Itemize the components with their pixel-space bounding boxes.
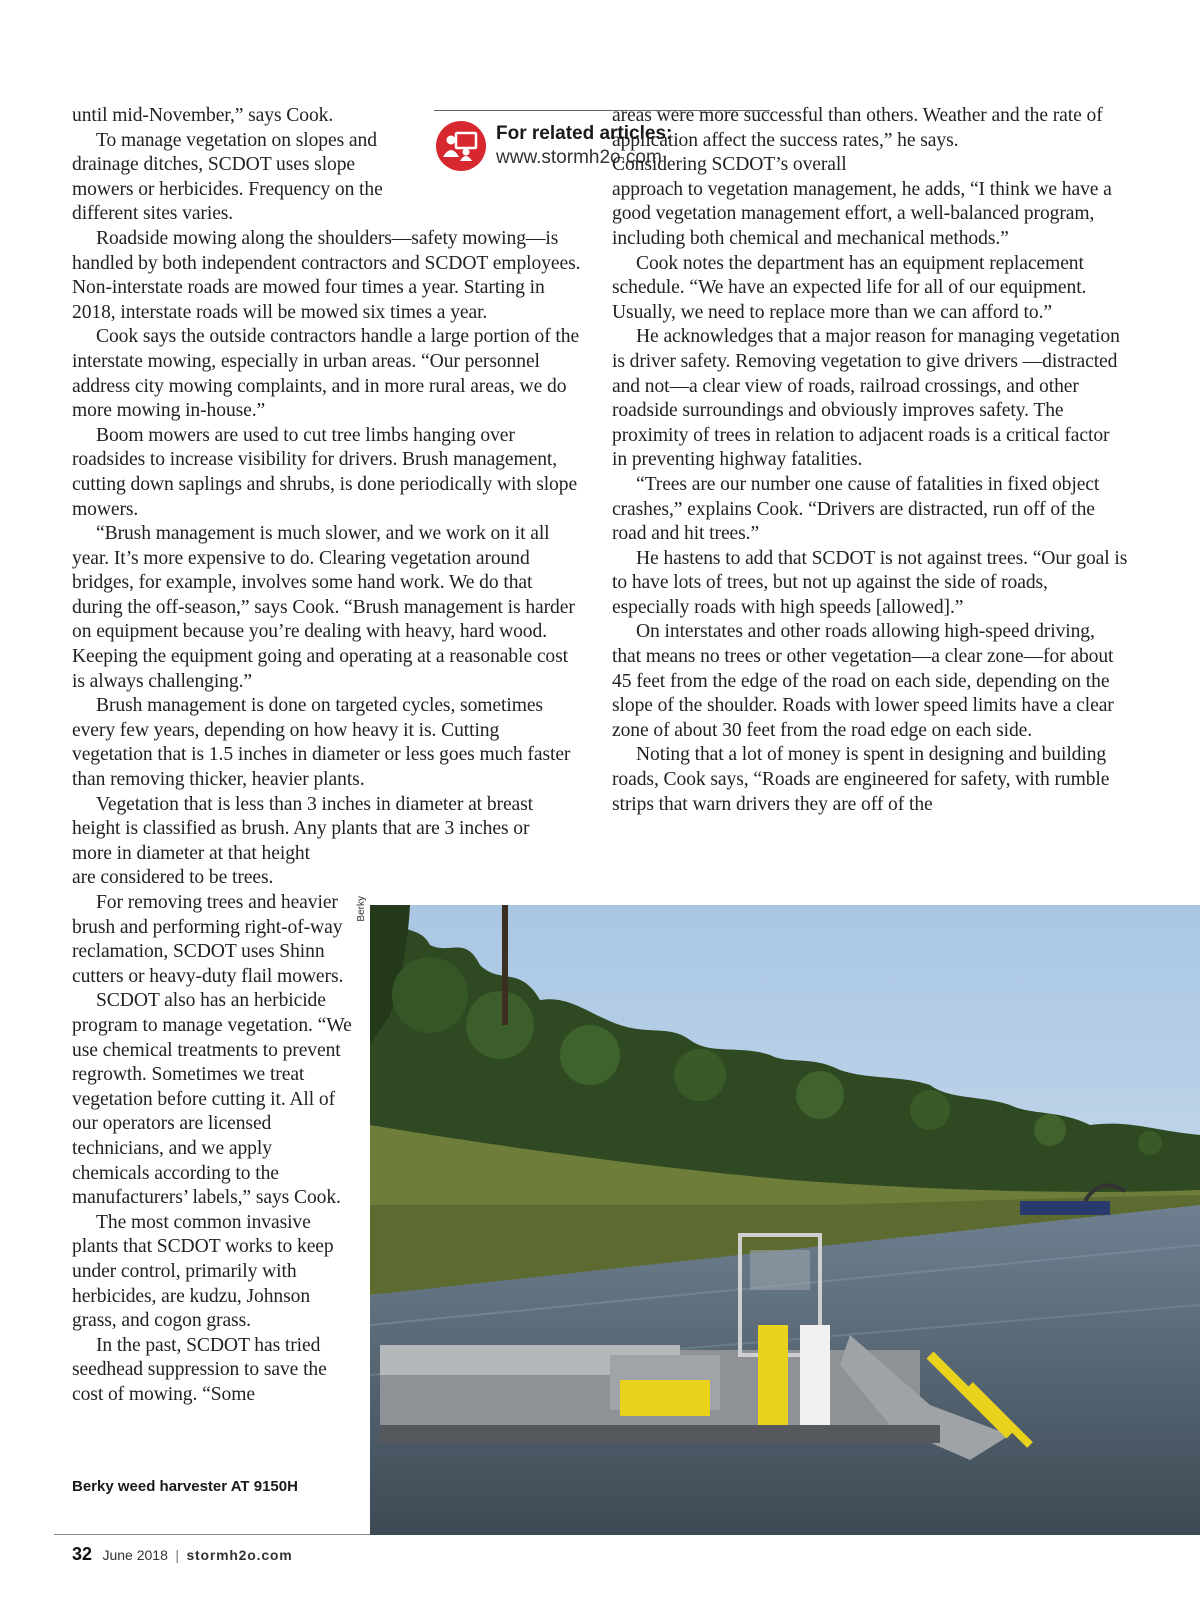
photo-credit: Berky	[356, 896, 367, 922]
paragraph: For removing trees and heavier brush and performing right-of-way reclamation, SCDOT uses Shinn cutters or heavy-duty flail mowers.	[72, 892, 344, 987]
paragraph: Roadside mowing along the shoulders—safety mowing—is handled by both independent contractors and SCDOT employees. Non-interstate roads are mowed four times a year. Starting in 2018, interstate roads will be mowed six times a year.	[72, 227, 581, 323]
paragraph: Boom mowers are used to cut tree limbs hanging over roadsides to increase visibility for drivers. Brush management, cutting down saplings and shrubs, is done periodically with slope mowers.	[72, 424, 578, 520]
paragraph: The most common invasive plants that SCDOT works to keep under control, primarily with herbicides, are kudzu, Johnson grass, and cogon grass.	[72, 1211, 334, 1332]
related-articles-link[interactable]: www.stormh2o.com	[496, 147, 662, 168]
paragraph: Noting that a lot of money is spent in designing and building roads, Cook says, “Roads are engineered for safety, with rumble strips that warn drivers they are off of the	[612, 744, 1110, 815]
right-column	[612, 104, 1128, 817]
paragraph: until mid-November,” says Cook.	[72, 105, 334, 126]
photo-caption: Berky weed harvester AT 9150H	[72, 1478, 298, 1495]
paragraph: In the past, SCDOT has tried seedhead suppression to save the cost of mowing. “Some	[72, 1334, 327, 1405]
paragraph: areas were more successful than others. Weather and the rate of application affect the success rates,” he says.	[612, 105, 1103, 151]
related-articles-title: For related articles:	[496, 123, 673, 144]
paragraph: SCDOT also has an herbicide program to manage vegetation. “We use chemical treatments to prevent regrowth. Sometimes we treat vegetation before cutting it. All of our operators are licensed technicians, and we apply chemicals according to the manufacturers’ labels,” says Cook.	[72, 990, 352, 1209]
page-number: 32	[72, 1544, 93, 1564]
paragraph: Cook notes the department has an equipment replacement schedule. “We have an expected life for all of our equipment. Usually, we need to replace more than we can afford to.”	[612, 252, 1087, 323]
paragraph: “Trees are our number one cause of fatalities in fixed object crashes,” explains Cook. “Drivers are distracted, run off of the road and hit trees.”	[612, 473, 1100, 545]
footer-separator: |	[175, 1547, 179, 1563]
paragraph: approach to vegetation management, he adds, “I think we have a good vegetation management effort, a well-balanced program, including both chemical and mechanical methods.”	[612, 178, 1112, 249]
footer-divider	[54, 1534, 370, 1535]
paragraph: Considering SCDOT’s overall	[612, 154, 847, 176]
footer-site[interactable]: stormh2o.com	[186, 1547, 293, 1563]
paragraph: He hastens to add that SCDOT is not against trees. “Our goal is to have lots of trees, but not up against the side of roads, especially roads with high speeds [allowed].”	[612, 547, 1128, 618]
paragraph: To manage vegetation on slopes and drainage ditches, SCDOT uses slope mowers or herbicides. Frequency on the different sites varies.	[72, 129, 383, 225]
paragraph: Vegetation that is less than 3 inches in diameter at breast height is classified as brush. Any plants that are 3 inches or	[72, 793, 534, 840]
paragraph: “Brush management is much slower, and we work on it all year. It’s more expensive to do. Clearing vegetation around bridges, for example, involves some hand work. We do that during the off-season,” says Cook. “Brush management is harder on equipment because you’re dealing with heavy, hard wood. Keeping the equipment going and operating at a reasonable cost is always challenging.”	[72, 523, 575, 692]
paragraph: more in diameter at that height are considered to be trees.	[72, 842, 310, 889]
weed-harvester-photo	[370, 905, 1200, 1535]
paragraph: He acknowledges that a major reason for managing vegetation is driver safety. Removing vegetation to give drivers —distracted and not—a clear view of roads, railroad crossings, and other roadside surroundings and obviously improves safety. The proximity of trees in relation to adjacent roads is a critical factor in preventing highway fatalities.	[612, 326, 1120, 471]
paragraph: On interstates and other roads allowing high-speed driving, that means no trees or other vegetation—a clear zone—for about 45 feet from the edge of the road on each side, depending on the slope of the shoulder. Roads with lower speed limits have a clear zone of about 30 feet from the road edge on each side.	[612, 621, 1114, 741]
paragraph: Cook says the outside contractors handle a large portion of the interstate mowing, especially in urban areas. “Our personnel address city mowing complaints, and in more rural areas, we do more mowing in-house.”	[72, 326, 580, 422]
paragraph: Brush management is done on targeted cycles, sometimes every few years, depending on how heavy it is. Cutting vegetation that is 1.5 inches in diameter or less goes much faster than removing thicker, heavier plants.	[72, 695, 571, 791]
page-footer	[72, 1544, 293, 1565]
issue-date: June 2018	[102, 1547, 168, 1563]
left-narrow-column	[72, 842, 354, 1408]
